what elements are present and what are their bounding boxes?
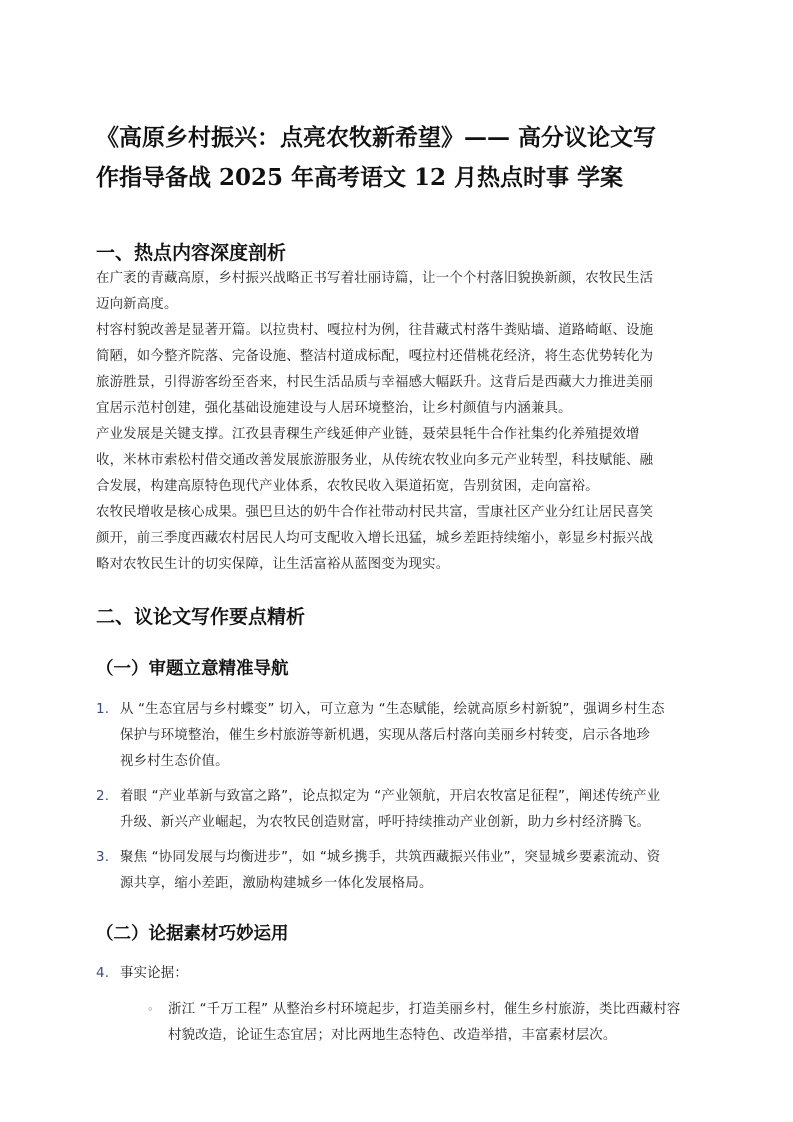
text-line: 在广袤的青藏高原，乡村振兴战略正书写着壮丽诗篇，让一个个村落旧貌换新颜，农牧民生活 [96, 271, 654, 286]
hollow-circle-bullet-icon: ◦ [147, 1003, 154, 1016]
bullet-item [120, 997, 697, 1049]
text-line: 源共享，缩小差距，激励构建城乡一体化发展格局。 [120, 876, 433, 891]
text-line: 保护与环境整治，催生乡村旅游等新机遇，实现从落后村落向美丽乡村转变，启示各地珍 [120, 728, 651, 743]
text-line: 视乡村生态价值。 [120, 754, 229, 769]
text-line: 略对农牧民生计的切实保障，让生活富裕从蓝图变为现实。 [96, 557, 450, 572]
subsection-heading: （一）审题立意精准导航 [96, 659, 289, 679]
list-number: 4. [96, 966, 110, 981]
paragraph [96, 422, 697, 500]
document-title [96, 118, 697, 198]
list-number: 2. [96, 789, 110, 804]
text-line: 升级、新兴产业崛起，为农牧民创造财富，呼吁持续推动产业创新，助力乡村经济腾飞。 [120, 815, 651, 830]
text-line: 迈向新高度。 [96, 297, 178, 312]
numbered-list [96, 697, 697, 897]
list-number: 3. [96, 850, 110, 865]
title-line: 《高原乡村振兴：点亮农牧新希望》—— 高分议论文写 [96, 124, 657, 151]
bullet-list [120, 997, 697, 1049]
section-heading: 一、热点内容深度剖析 [96, 242, 287, 264]
title-line: 作指导备战 2025 年高考语文 12 月热点时事 学案 [96, 164, 624, 191]
subsection-heading: （二）论据素材巧妙运用 [96, 924, 289, 944]
text-line: 聚焦 “协同发展与均衡进步”，如 “城乡携手，共筑西藏振兴伟业”，突显城乡要素流动、资 [120, 850, 661, 865]
section-heading: 二、议论文写作要点精析 [96, 606, 306, 628]
list-item [96, 845, 697, 897]
text-line: 简陋，如今整齐院落、完备设施、整洁村道成标配，嘎拉村还借桃花经济，将生态优势转化为 [96, 349, 654, 364]
paragraph [96, 318, 697, 422]
list-number: 1. [96, 702, 110, 717]
text-line: 合发展，构建高原特色现代产业体系，农牧民收入渠道拓宽，告别贫困，走向富裕。 [96, 479, 599, 494]
paragraph [96, 266, 697, 318]
text-line: 村容村貌改善是显著开篇。以拉贵村、嘎拉村为例，往昔藏式村落牛粪贴墙、道路崎岖、设施 [96, 323, 654, 338]
list-item [96, 784, 697, 836]
text-line: 农牧民增收是核心成果。强巴旦达的奶牛合作社带动村民共富，雪康社区产业分红让居民喜笑 [96, 505, 654, 520]
list-item-label: 事实论据： [120, 966, 188, 981]
text-line: 收，米林市索松村借交通改善发展旅游服务业，从传统农牧业向多元产业转型，科技赋能、融 [96, 453, 654, 468]
list-item [96, 697, 697, 775]
numbered-list [96, 961, 697, 1049]
text-line: 颜开，前三季度西藏农村居民人均可支配收入增长迅猛，城乡差距持续缩小，彰显乡村振兴战 [96, 531, 654, 546]
list-item [96, 961, 697, 1049]
text-line: 从 “生态宜居与乡村蝶变” 切入，可立意为 “生态赋能，绘就高原乡村新貌”，强调乡村生态 [120, 702, 665, 717]
text-line: 旅游胜景，引得游客纷至沓来，村民生活品质与幸福感大幅跃升。这背后是西藏大力推进美丽 [96, 375, 654, 390]
text-line: 产业发展是关键支撑。江孜县青稞生产线延伸产业链，聂荣县牦牛合作社集约化养殖提效增 [96, 427, 640, 442]
paragraph [96, 500, 697, 578]
text-line: 着眼 “产业革新与致富之路”，论点拟定为 “产业领航，开启农牧富足征程”，阐述传统产业 [120, 789, 661, 804]
text-line: 宜居示范村创建，强化基础设施建设与人居环境整治，让乡村颜值与内涵兼具。 [96, 401, 572, 416]
text-line: 浙江 “千万工程” 从整治乡村环境起步，打造美丽乡村，催生乡村旅游，类比西藏村容 [168, 1002, 681, 1017]
text-line: 村貌改造，论证生态宜居；对比两地生态特色、改造举措，丰富素材层次。 [168, 1028, 617, 1043]
